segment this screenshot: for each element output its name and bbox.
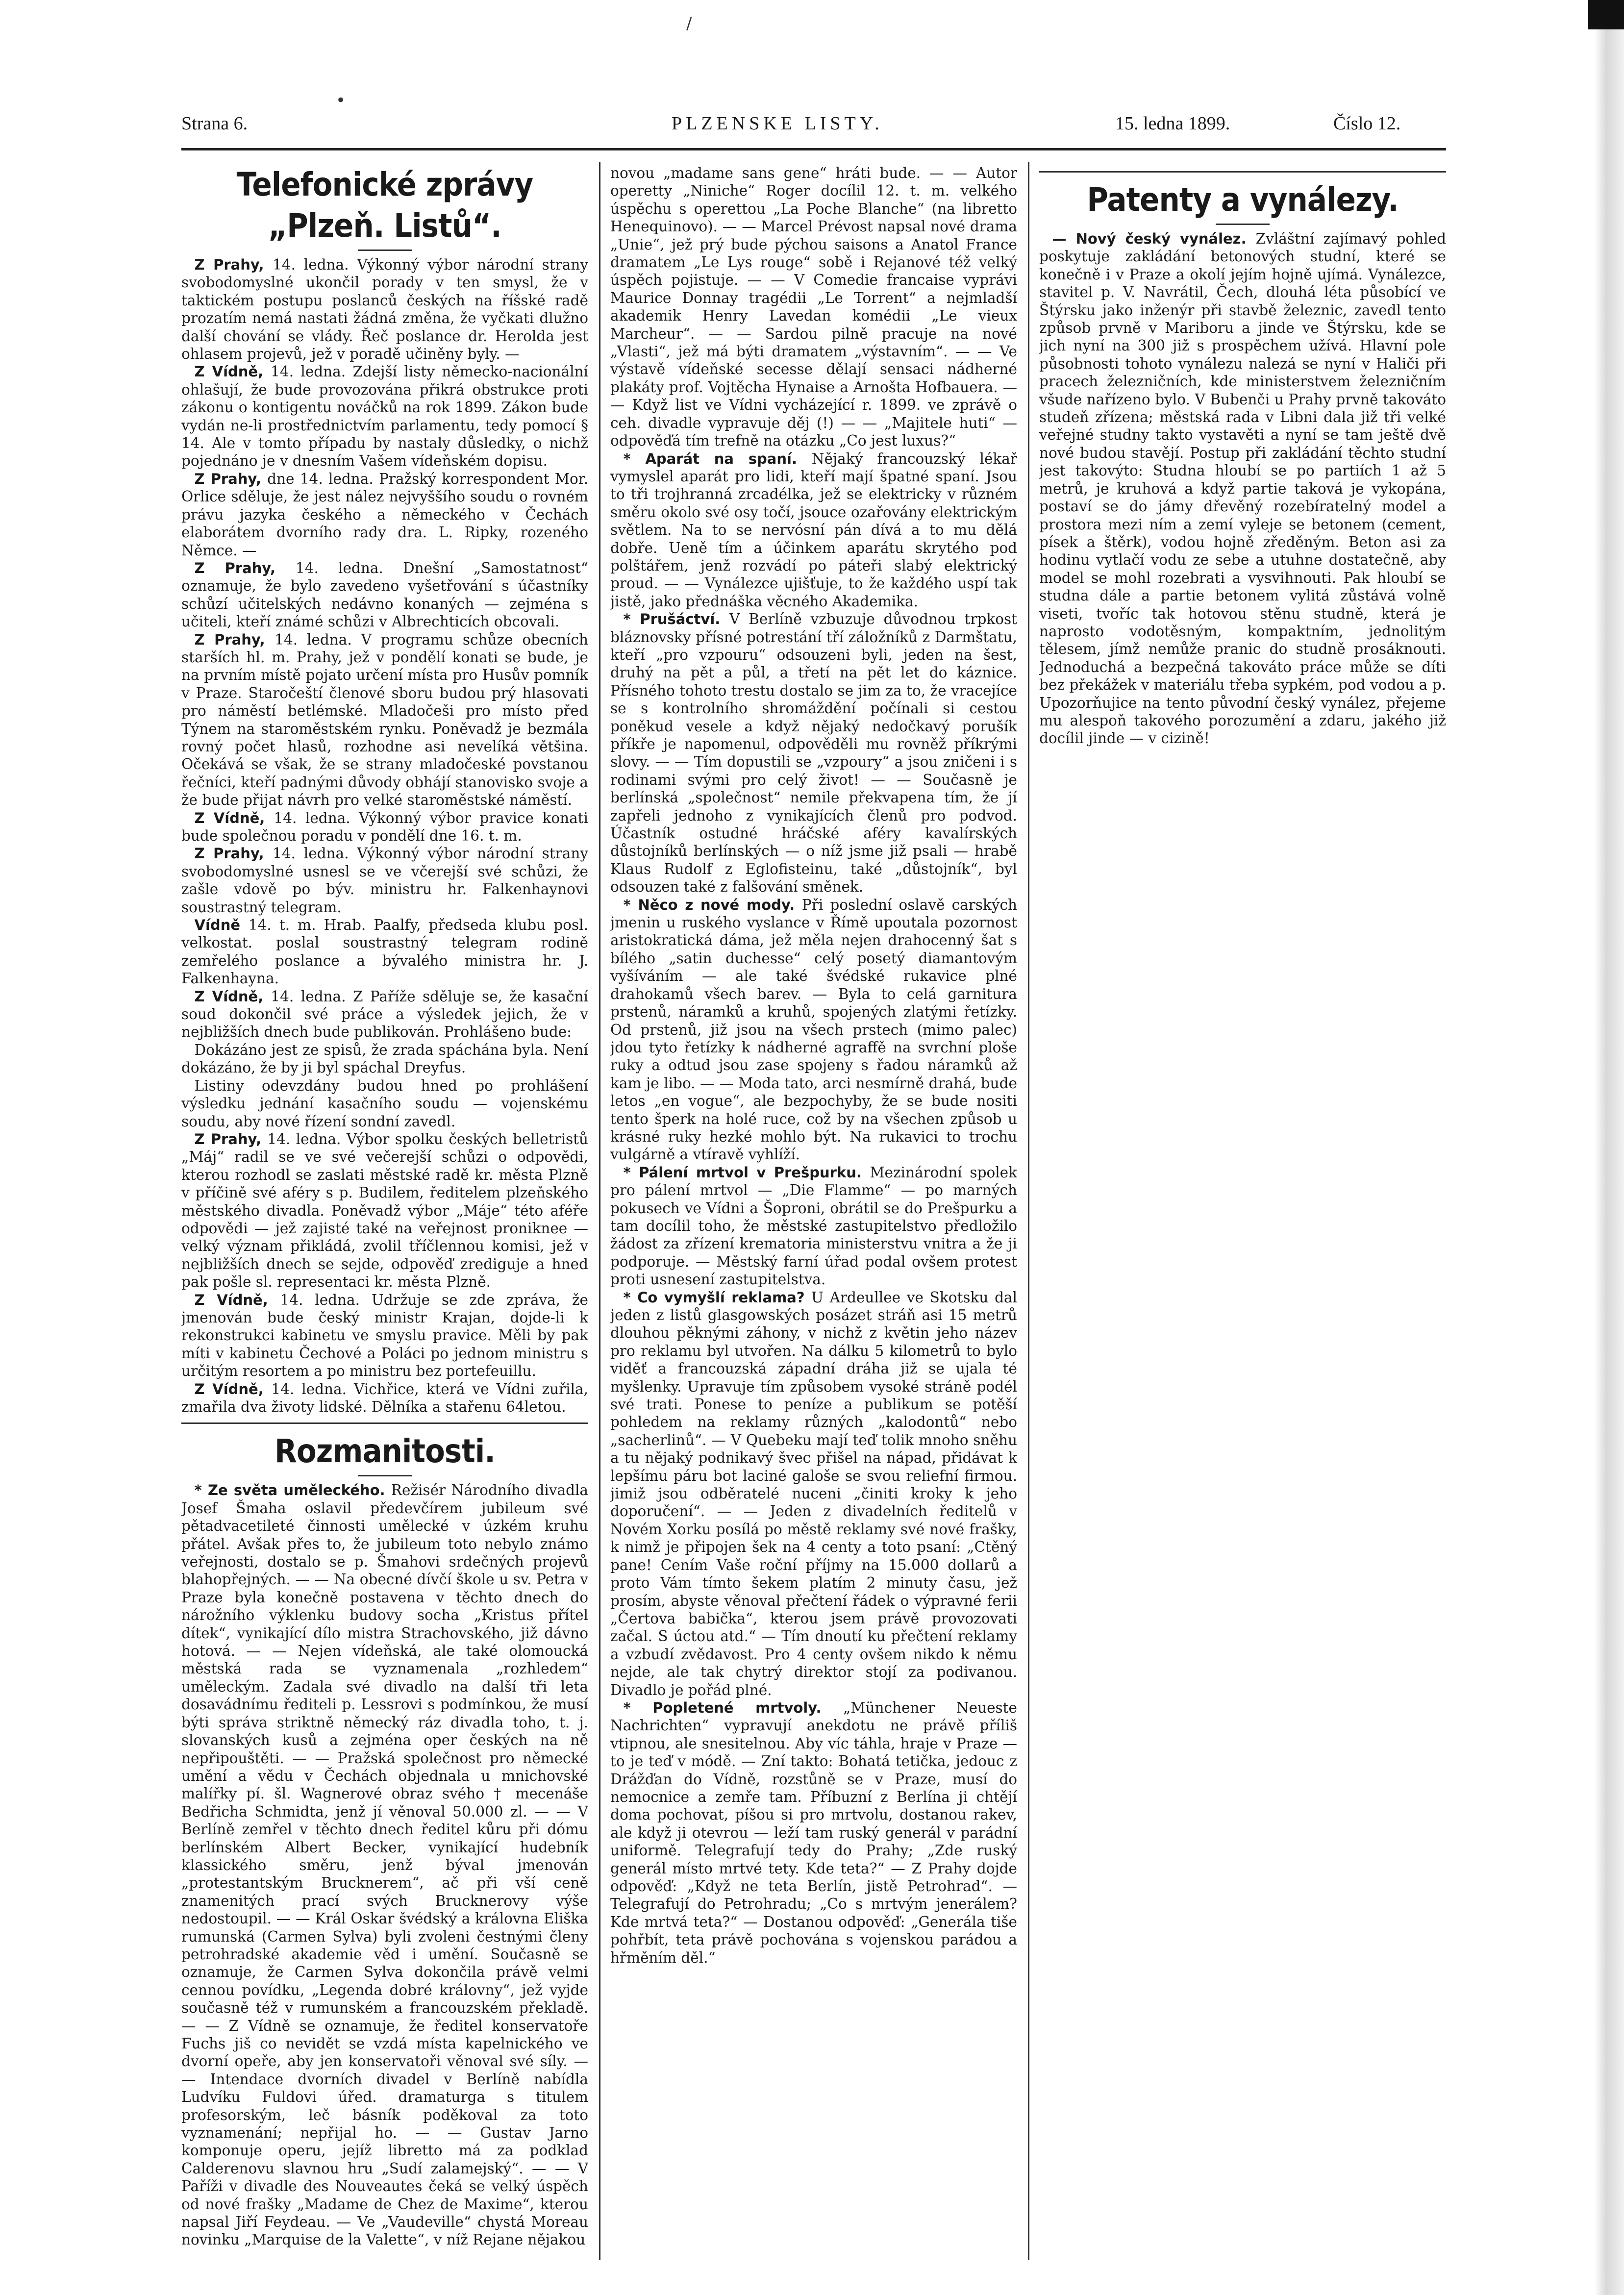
section-rule — [181, 1422, 588, 1424]
news-item-text: 14. ledna. Zdejší listy německo-nacionální ohlašují, že bude provozována přikrá obstrukce proti zákonu o kontigentu nováčků na rok 1899. Zákon bude vydán ne-li prostřednictvím parlamentu, tedy pomocí § 14. Ale v tomto případu by nastaly důsledky, o nichž pojednáno je v dnesním Vašem vídeňském dopisu. — [181, 363, 588, 470]
news-item-lead: Z Vídně, — [194, 988, 271, 1005]
patent-item-lead: — Nový český vynález. — [1052, 230, 1256, 247]
misc-item-lead: * Pálení mrtvol v Prešpurku. — [623, 1164, 870, 1181]
column-divider — [599, 162, 600, 2260]
misc-item-text: U Ardeullee ve Skotsku dal jeden z listů glasgowských posázet stráň asi 15 metrů dlouhou pěknými záhony, v nichž z květin jeho název pro reklamu byl utvořen. Na dálku 5 kilometrů to bylo viděť a francouzská západní dráha již se ujala té myšlenky. Upravuje tím způsobem vysoké stráně podél své trati. Ponese to peníze a publikum se potěší pohledem na reklamy různých „kalodontů“ nebo „sacherlinů“. — V Quebeku mají teď tolik mnoho sněhu a tu nějaký podnikavý švec přišel na nápad, přidávat k lepšímu páru bot laciné galoše se svou reliefní firmou. jimiž jsou odběratelé nuceni „činiti kroky k jeho doporučení“. — — Jeden z divadelních ředitelů v Novém Xorku posílá po městě reklamy své nové frašky, k nimž je připojen šek na 4 centy a toto psaní: „Ctěný pane! Cením Vaše roční příjmy na 15.000 dollarů a proto Vám tímto šekem platím 2 minuty času, jež prosím, abyste věnoval přečtení řádek o výpravné ferii „Čertova babička“, kterou jsem právě provozovati začal. S úctou atd.“ — Tím dnoutí ku přečtení reklamy a vzbudí zvědavost. Pro 4 centy ovšem nikdo k němu nejde, ale tak chytrý direktor stojí za podivanou. Divadlo je pořád plné. — [610, 1289, 1017, 1698]
misc-item-text: novou „madame sans gene“ hráti bude. — — Autor operetty „Niniche“ Roger docílil 12. t. m. velkého úspěchu s operettou „La Poche Blanche“ (na libretto Henequinovo). — — Marcel Prévost napsal nové drama „Unie“, jež prý bude pýchou saisons a Anatol France dramatem „Le Lys rouge“ sobě i Rejanové též velký úspěch pojistuje. — — V Comedie francaise vyprávi Maurice Donnay tragédii „Le Torrent“ a nejmladší akademik Henry Lavedan komédii „Le vieux Marcheur“. — — Sardou pilně pracuje na nové „Vlasti“, jež má býti dramatem „výstavním“. — — Ve výstavě vídeňské secesse dělají sensaci nádherné plakáty prof. Vojtěcha Hynaise a Arnošta Hofbauera. — — Když list ve Vídni vycházející r. 1899. ve zprávě o ceh. divadle vypravuje děj (!) — — „Majitele huti“ — odpověďá tím trefně na otázku „Co jest luxus?“ — [610, 165, 1017, 449]
title-rule — [1216, 224, 1270, 225]
misc-item-lead: * Prušáctví. — [623, 611, 729, 628]
misc-item-lead: * Aparát na spaní. — [623, 450, 812, 467]
misc-item-lead: * Ze světa uměleckého. — [194, 1482, 391, 1499]
news-item-lead: Z Prahy, — [194, 631, 275, 648]
rozmanitosti-continued — [610, 164, 1017, 1967]
news-item — [181, 1291, 588, 1380]
misc-item-text: „Münchener Neueste Nachrichten“ vypravují anekdotu ne právě příliš vtipnou, ale snesitelnou. Aby víc táhla, hraje v Praze — to je teď v módě. — Zní takto: Bohatá tetička, jedouc z Drážďan do Vídně, rozstůně se v Praze, musí do nemocnice a zemře tam. Příbuzní z Berlína ji chtějí doma pochovat, píšou si pro mrtvolu, dostanou rakev, ale když ji otevrou — leží tam ruský generál v parádní uniformě. Telegrafují tedy do Prahy; „Zde ruský generál místo mrtvé tety. Kde teta?“ — Z Prahy dojde odpověď: „Když ne teta Berlín, jistě Petrohrad“. — Telegrafují do Petrohradu; „Co s mrtvým jenerálem? Kde mrtvá teta?“ — Dostanou odpověď: „Generála tiše pohřbít, teta právě pochována s vojenskou parádou a hřměním děl.“ — [610, 1699, 1017, 1966]
misc-item — [610, 450, 1017, 611]
misc-item-continued — [610, 164, 1017, 450]
section-title-telefonicke: Telefonické zprávy „Plzeň. Listů“. — [236, 166, 533, 245]
news-item-lead: Z Vídně, — [194, 1291, 280, 1308]
news-item — [181, 916, 588, 988]
news-item — [181, 256, 588, 363]
rozmanitosti-start — [181, 1481, 588, 2248]
news-item — [181, 1041, 588, 1077]
telefonicke-items — [181, 256, 588, 1416]
misc-item-text: Nějaký francouzský lékař vymyslel aparát pro lidi, kteří mají špatné spaní. Jsou to tři trojhranná zrcadélka, jež se elektricky v různém směru okolo své osy točí, jsouce ozařovány elektrickým světlem. Na to se nervósní pán dívá a to mu dělá dobře. Ueně tím a účinkem aparátu skrytého pod polštářem, jenž rozvádí po páteři slabý elektrický proud. — — Vynálezce ujišťuje, to že každého uspí tak jistě, jako přednáška věcného Akademika. — [610, 450, 1017, 610]
stray-dot: • — [336, 91, 346, 110]
news-item — [181, 1380, 588, 1416]
news-item-text: 14. ledna. Udržuje se zde zpráva, že jmenován bude český ministr Krajan, dojde-li k rekonstrukci kabinetu ve smyslu pravice. Měli by pak míti v kabinetu Čechové a Poláci po jednom ministru s určitým resortem a po ministru bez portefeuillu. — [181, 1291, 588, 1380]
header-rule — [181, 148, 1446, 150]
news-item-text: 14. ledna. Výbor spolku českých belletristů „Máj“ radil se ve své večerejší schůzi o odpovědi, kterou rozhodl se zaslati městské radě kr. města Plzně v příčině své aféry s p. Budilem, ředitelem plzeňského městského divadla. Poněvadž výbor „Máje“ této aféře odpovědi — jež zajisté také na veřejnost proniknee — velký význam přikládá, zvolil tříčlennou komisi, jež v nejbližších dnech se sejde, odpověď zrediguje a hned pak pošle sl. representaci kr. města Plzně. — [181, 1130, 588, 1291]
column-3 — [1039, 164, 1446, 2257]
news-item — [181, 809, 588, 845]
news-item-lead: Vídně — [194, 917, 249, 934]
newspaper-page — [181, 113, 1446, 2265]
masthead: PLZENSKE LISTY. — [672, 113, 883, 134]
patent-item — [1039, 230, 1446, 748]
section-title-rozmanitosti: Rozmanitosti. — [275, 1432, 495, 1471]
news-item — [181, 363, 588, 470]
misc-item — [610, 896, 1017, 1164]
news-item — [181, 559, 588, 631]
column-2 — [610, 164, 1017, 2257]
news-item — [181, 1077, 588, 1130]
misc-item-text: Režisér Národního divadla Josef Šmaha oslavil předevčírem jubileum své pětadvacetileté činnosti umělecké v úzkém kruhu přátel. Avšak přes to, že jubileum toto nebylo známo veřejnosti, dostalo se p. Šmahovi srdečných projevů blahopřejných. — — Na obecné dívčí škole u sv. Petra v Praze byla konečně postavena v těchto dnech do nárožního výklenku budovy socha „Kristus přítel dítek“, vynikající dílo mistra Strachovského, již dávno hotová. — — Nejen vídeňská, ale také olomoucká městská rada se vyznamenala „rozhledem“ uměleckým. Zadala své divadlo na další tři leta dosavádnímu řediteli p. Lessrovi s podmínkou, že musí býti správa striktně německý ráz divadla toho, t. j. slovanských kusů a zejména oper českých na ně nepřipouštěti. — — Pražská společnost pro německé umění a vědu v Čechách objednala u mnichovské malířky pí. šl. Wagnerové obraz svého † mecenáše Bedřicha Schmidta, jenž jí věnoval 50.000 zl. — — V Berlíně zemřel v těchto dnech ředitel kůru při dómu berlínském Albert Becker, vynikající hudebník klassického směru, jenž býval jmenován „protestantským Brucknerem“, ač při vší ceně znamenitých prací svých Brucknerovy výše nedostoupil. — — Král Oskar švédský a královna Eliška rumunská (Carmen Sylva) byli zvoleni čestnými členy petrohradské akademie věd i umění. Současně se oznamuje, že Carmen Sylva dokončila právě velmi cennou povídku, „Legenda dobré královny“, jež vyjde současně též v rumunském a francouzském překladě. — — Z Vídně se oznamuje, že ředitel konservatoře Fuchs jiš co nevidět se vzdá místa kapelnického ve dvorní opeře, aby jen konservatoři věnoval své síly. — — Intendace dvorních divadel v Berlíně nabídla Ludvíku Fuldovi úřed. dramaturga s titulem profesorským, leč básník poděkoval za toto vyznamenání; nepřijal ho. — — Gustav Jarno komponuje operu, jejíž libretto má za podklad Calderenovu slavnou hru „Sudí zalamejský“. — — V Paříži v divadle des Nouveautes čeká se velký úspěch od nové frašky „Madame de Chez de Maxime“, kterou napsal Jiří Feydeau. — Ve „Vaudeville“ chystá Moreau novinku „Marquise de la Valette“, v níž Rejane nějakou — [181, 1482, 588, 2248]
title-rule — [358, 1475, 412, 1476]
section-rule — [1039, 171, 1446, 173]
title-rule — [358, 249, 412, 251]
news-item-lead: Z Prahy, — [194, 470, 268, 487]
misc-item — [610, 1164, 1017, 1289]
misc-item — [610, 610, 1017, 896]
news-item-text: 14. ledna. Vichřice, která ve Vídni zuřila, zmařila dva životy lidské. Dělníka a stařenu 64letou. — [181, 1380, 588, 1415]
news-item-text: 14. ledna. Výkonný výbor pravice konati bude společnou poradu v pondělí dne 16. t. m. — [181, 809, 588, 844]
misc-item-text: V Berlíně vzbuzuje důvodnou trpkost bláznovsky přísné potrestání tří záložníků z Darmštatu, kteří „pro vzpouru“ odsouzeni byli, jeden na šest, druhý na pět a půl, a třetí na pět let do káznice. Přísného tohoto trestu dostalo se jim za to, že vracejíce se s kontrolního shromáždění počínali si cestou poněkud vesele a když nějaký nedočkavý porušík příkře je napomenul, odpověděli mu rovněž příkrými slovy. — — Tím dopustili se „vzpoury“ a jsou zničeni i s rodinami svými pro celý život! — — Současně je berlínská „společnost“ nemile překvapena tím, že jí zapřeli jednoho z vynikajících členů pro podvod. Účastník ostudné hráčské aféry kavalírských důstojníků berlínských — o níž jsme již psali — hrabě Klaus Rudolf z Eglofisteinu, také „důstojník“, byl odsouzen také z falšování směnek. — [610, 611, 1017, 896]
misc-item-lead: * Co vymyšlí reklama? — [623, 1289, 812, 1306]
section-title-patenty: Patenty a vynálezy. — [1087, 181, 1399, 219]
misc-item — [610, 1289, 1017, 1699]
news-item-lead: Z Vídně, — [194, 1380, 272, 1397]
news-item-text: 14. ledna. Výkonný výbor národní strany svobodomyslné usnesl se ve včerejší své schůzi, že zašle vdově po býv. ministru hr. Falkenhaynovi soustrastný telegram. — [181, 845, 588, 916]
scan-edge — [1595, 0, 1624, 2295]
column-1 — [181, 164, 588, 2257]
scan-corner — [1588, 0, 1624, 29]
news-item-lead: Z Prahy, — [194, 1130, 268, 1148]
news-item-text: 14. ledna. Z Paříže sděluje se, že kasační soud dokončil své práce a výsledek jejich, že v nejbližších dnech bude publikován. Prohlášeno bude: — [181, 988, 588, 1041]
news-item-lead: Z Vídně, — [194, 363, 271, 380]
news-item-text: 14. ledna. V programu schůze obecních starších hl. m. Prahy, jež v pondělí konati se bude, je na prvním místě pojato určení místa pro Husův pomník v Praze. Staročeští členové sboru budou prý hlasovati pro náměstí betlémské. Mladočeši pro místo před Týnem na staroměstském rynku. Poněvadž je bezmála rovný počet hlasů, rozhodne asi nevelíká většina. Očekává se však, že se strany mladočeské povstanou řečníci, kteří padnými důvody obhájí stanovisko svoje a že bude přijat návrh pro velké staroměstské náměstí. — [181, 631, 588, 809]
news-item-lead: Z Prahy, — [194, 256, 273, 273]
news-item — [181, 1130, 588, 1291]
misc-item-lead: * Popletené mrtvoly. — [623, 1699, 843, 1716]
news-item-text: Dokázáno jest ze spisů, že zrada spáchána byla. Není dokázáno, že by ji byl spáchal Dreyfus. — [181, 1041, 588, 1076]
issue-number: Číslo 12. — [1333, 113, 1401, 134]
news-item-text: 14. ledna. Výkonný výbor národní strany svobodomyslné ukončil porady v ten smysl, že v taktickém postupu poslanců českých na říšské radě prozatím nemá nastati žádná změna, že vyčkati dlužno další chování se vlády. Řeč poslance dr. Herolda jest ohlasem projevů, jež v poradě učiněny byly. — — [181, 256, 588, 363]
news-item — [181, 470, 588, 559]
page-number: Strana 6. — [181, 113, 248, 134]
news-item-text: 14. ledna. Dnešní „Samostatnost“ oznamuje, že bylo zavedeno vyšetřování s účastníky schůzí učitelských nedávno konaných — zejména s učiteli, kteří známé schůzi v Albrechticích obcovali. — [181, 559, 588, 630]
stray-mark: / — [686, 14, 692, 33]
misc-item — [181, 1481, 588, 2248]
misc-item — [610, 1699, 1017, 1967]
news-item-lead: Z Vídně, — [194, 809, 274, 826]
news-item — [181, 631, 588, 809]
page-header — [181, 113, 1446, 142]
news-item-lead: Z Prahy, — [194, 559, 296, 576]
news-item — [181, 845, 588, 916]
patent-item-text: Zvláštní zajímavý pohled poskytuje zakládání betonových studní, které se konečně i v Praze a okolí jejím hojně ujímá. Vynálezce, stavitel p. V. Navrátil, Čech, dlouhá léta působící ve Štýrsku jako inženýr při stavbě železnic, zavedl tento způsob prvně v Mariboru a jinde ve Štýrsku, kde se jich nyní na 300 již s prospěchem užívá. Hlavní pole působnosti tohoto vynálezu nalezá se nyní v Haliči při pracech železničních, kde ministerstvem železničním všude nařízeno bylo. V Bubenči u Prahy prvně takováto studeň zřízena; městská rada v Libni dala již tři velké veřejné studny takto vystavěti a nyní se tam ještě dvě nové budou stavějí. Postup při zakládání těchto studní jest takovýto: Studna hloubí se po partiích 1 až 5 metrů, je kruhová a když partie taková je vykopána, postaví se do jámy dřevěný rozebíratelný model a prostora mezi ním a zemí vyleje se betonem (cement, písek a štěrk), vodou hojně zředěným. Beton asi za hodinu vytlačí vodu ze sebe a utuhne dostatečně, aby model se mohl rozebrati a vysvihnouti. Pak hloubí se studna dále a partie betonem vylitá zůstává volně viseti, tvoříc tak hotovou stěnu studně, která je naprosto vodotěsným, kompaktním, jednolitým tělesem, jímž nemůže pranic do studně prosáknouti. Jednoduchá a bezpečná takováto práce může se díti bez překážek v materiálu třeba sypkém, pod vodou a p. Upozorňujice na tento původní český vynález, přejeme mu alespoň takového porozumění a zdaru, jakého již docílil jinde — v cizině! — [1039, 230, 1446, 747]
issue-date: 15. ledna 1899. — [1115, 113, 1230, 134]
news-item-text: dne 14. ledna. Pražský korrespondent Mor. Orlice sděluje, že jest nález nejvyššího soudu o rovném právu jazyka českého a německého v Čechách elaborátem dvorního rady dra. L. Ripky, rozeného Němce. — — [181, 470, 588, 559]
misc-item-text: Při poslední oslavě carských jmenin u ruského vyslance v Římě upoutala pozornost aristokratická dáma, jež měla nejen drahocenný šat s bílého „satin duchesse“ celý posetý diamantovým vyšíváním — ale také švédské rukavice plné drahokamů všech barev. — Byla to celá garnitura prstenů, náramků a kruhů, spojených zlatými řetízky. Od prstenů, již jsou na všech prstech (mimo palec) jdou tyto řetízky k nádherné agraffě na svrchní ploše ruky a odtud jsou zase spojeny s řadou náramků až kam je libo. — — Moda tato, arci nesmírně drahá, bude letos „en vogue“, ale bezpochyby, že se bude nositi tento šperk na holé ruce, což by na všechen způsob u krásné ruky hezké mohlo být. Na rukavici to trochu vulgárně a vtíravě vyhlíží. — [610, 896, 1017, 1163]
news-item-text: 14. t. m. Hrab. Paalfy, předseda klubu posl. velkostat. poslal soustrastný telegram rodině zemřelého poslance a bývalého ministra hr. J. Falkenhayna. — [181, 917, 588, 987]
news-item — [181, 988, 588, 1041]
misc-item-text: Mezinárodní spolek pro pálení mrtvol — „Die Flamme“ — po marných pokusech ve Vídni a Šoproni, obrátil se do Prešpurku a tam docílil toho, že městské zastupitelstvo předložilo žádost za zřízení krematoria ministerstvu vnitra a že ji podporuje. — Městský farní úřad podal ovšem protest proti usnesení zastupitelstva. — [610, 1164, 1017, 1288]
news-item-text: Listiny odevzdány budou hned po prohlášení výsledku jednání kasačního soudu — vojenskému soudu, aby nové řízení sondní zavedl. — [181, 1077, 588, 1130]
news-item-lead: Z Prahy, — [194, 845, 273, 862]
column-divider — [1028, 162, 1029, 2260]
patenty-items — [1039, 230, 1446, 748]
misc-item-lead: * Něco z nové mody. — [623, 896, 802, 913]
